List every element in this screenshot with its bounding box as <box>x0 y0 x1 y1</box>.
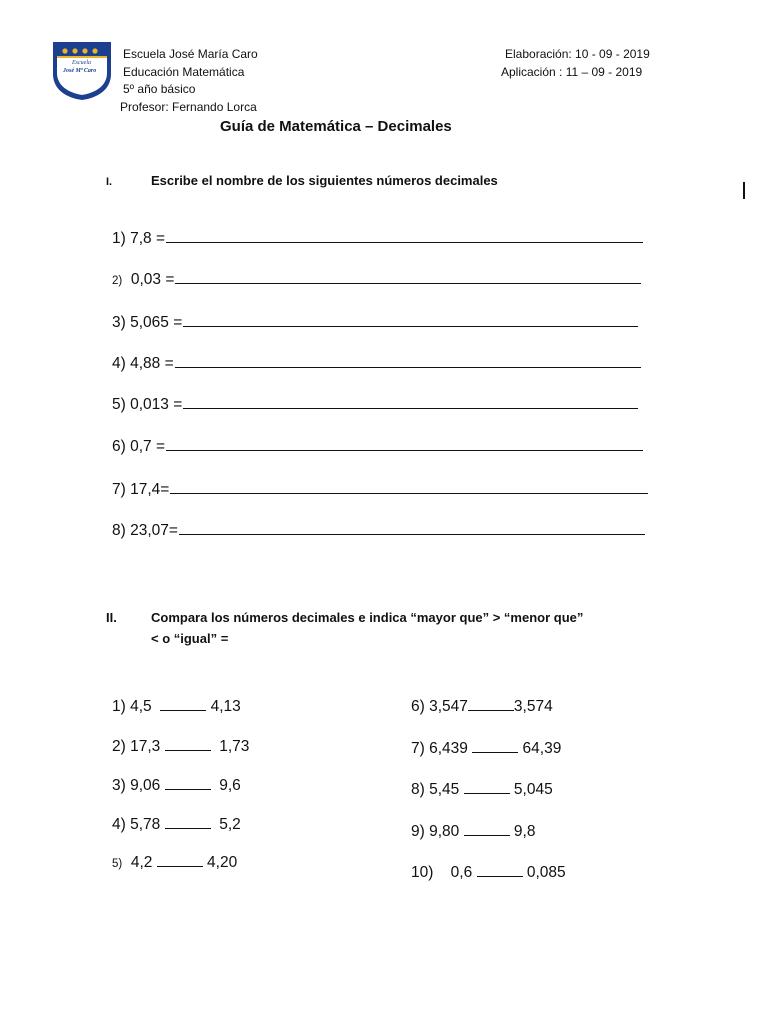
value-a: 17,3 <box>130 738 161 755</box>
item-number: 8) <box>411 781 425 798</box>
answer-line[interactable] <box>179 519 645 535</box>
value-a: 3,547 <box>429 698 468 715</box>
section-2-numeral: II. <box>106 610 117 625</box>
comparison-item <box>112 775 241 795</box>
comparison-item <box>411 821 535 841</box>
answer-line[interactable] <box>175 352 641 368</box>
item-number: 1) <box>112 698 126 715</box>
item-number: 7) <box>411 740 425 757</box>
value-b: 4,20 <box>207 854 238 871</box>
value-b: 5,045 <box>513 781 553 798</box>
item-number: 7) <box>112 481 126 498</box>
page-title: Guía de Matemática – Decimales <box>220 118 452 135</box>
item-number: 2) <box>112 738 126 755</box>
logo-text-line2: José Mª Caro <box>63 68 97 74</box>
value-a: 4,2 <box>130 854 153 871</box>
subject-name: Educación Matemática <box>123 65 245 79</box>
section-1-numeral: I. <box>106 176 113 188</box>
value-b: 5,2 <box>219 816 241 833</box>
comparison-item <box>411 862 566 882</box>
value-b: 9,8 <box>513 823 536 840</box>
list-item <box>112 519 660 540</box>
comparison-blank[interactable] <box>472 738 518 753</box>
section-1-instruction: Escribe el nombre de los siguientes números decimales <box>151 173 498 188</box>
answer-line[interactable] <box>183 393 638 409</box>
item-number: 5) <box>112 396 126 413</box>
decimal-expression: 23,07= <box>130 522 178 539</box>
decimal-expression: 7,8 = <box>130 230 166 247</box>
comparison-item <box>411 738 561 758</box>
grade-level: 5º año básico <box>123 82 196 96</box>
list-item <box>112 268 652 289</box>
decimal-expression: 0,7 = <box>130 438 166 455</box>
value-a: 5,45 <box>429 781 460 798</box>
list-item <box>112 478 660 499</box>
comparison-blank[interactable] <box>160 696 206 711</box>
item-number: 3) <box>112 314 126 331</box>
comparison-blank[interactable] <box>157 852 203 867</box>
item-number: 5) <box>112 858 123 870</box>
decimal-expression: 0,03 = <box>130 271 175 288</box>
text-cursor <box>743 182 745 199</box>
list-item <box>112 311 652 332</box>
comparison-blank[interactable] <box>468 696 514 711</box>
value-b: 4,13 <box>210 698 241 715</box>
comparison-blank[interactable] <box>464 821 510 836</box>
item-number: 8) <box>112 522 126 539</box>
value-b: 64,39 <box>522 740 562 757</box>
elaboration-date: Elaboración: 10 - 09 - 2019 <box>505 47 650 61</box>
decimal-expression: 17,4= <box>130 481 170 498</box>
answer-line[interactable] <box>166 227 643 243</box>
answer-line[interactable] <box>175 268 641 284</box>
item-number: 10) <box>411 864 434 881</box>
value-a: 0,6 <box>450 864 473 881</box>
comparison-blank[interactable] <box>464 779 510 794</box>
item-number: 1) <box>112 230 126 247</box>
comparison-item <box>411 696 553 716</box>
decimal-expression: 0,013 = <box>130 396 183 413</box>
comparison-blank[interactable] <box>165 736 211 751</box>
comparison-blank[interactable] <box>165 814 211 829</box>
application-date: Aplicación : 11 – 09 - 2019 <box>501 65 643 79</box>
list-item <box>112 393 652 414</box>
list-item <box>112 435 652 456</box>
logo-text-line1: Escuela <box>72 60 91 66</box>
value-a: 5,78 <box>130 816 161 833</box>
answer-line[interactable] <box>166 435 643 451</box>
item-number: 9) <box>411 823 425 840</box>
section-2-instruction-line2: < o “igual” = <box>151 631 229 646</box>
value-b: 0,085 <box>526 864 566 881</box>
comparison-blank[interactable] <box>477 862 523 877</box>
decimal-expression: 5,065 = <box>130 314 183 331</box>
answer-line[interactable] <box>170 478 648 494</box>
item-number: 4) <box>112 816 126 833</box>
list-item <box>112 227 652 248</box>
teacher-name: Profesor: Fernando Lorca <box>120 100 257 114</box>
item-number: 6) <box>411 698 425 715</box>
value-a: 4,5 <box>130 698 152 715</box>
list-item <box>112 352 652 373</box>
comparison-blank[interactable] <box>165 775 211 790</box>
item-number: 4) <box>112 355 126 372</box>
value-b: 1,73 <box>219 738 250 755</box>
item-number: 3) <box>112 777 126 794</box>
comparison-item <box>112 852 237 872</box>
value-b: 9,6 <box>219 777 241 794</box>
value-a: 6,439 <box>429 740 468 757</box>
item-number: 6) <box>112 438 126 455</box>
value-a: 9,80 <box>429 823 460 840</box>
value-b: 3,574 <box>513 698 553 715</box>
logo-ribbon-text: CHILLAN <box>68 86 98 92</box>
comparison-item <box>411 779 553 799</box>
answer-line[interactable] <box>183 311 638 327</box>
decimal-expression: 4,88 = <box>130 355 174 372</box>
comparison-item <box>112 736 249 756</box>
school-name: Escuela José María Caro <box>123 47 258 61</box>
comparison-item <box>112 814 241 834</box>
value-a: 9,06 <box>130 777 161 794</box>
school-logo <box>51 40 113 102</box>
item-number: 2) <box>112 275 123 287</box>
comparison-item <box>112 696 241 716</box>
section-2-instruction-line1: Compara los números decimales e indica “mayor que” > “menor que” <box>151 610 584 625</box>
